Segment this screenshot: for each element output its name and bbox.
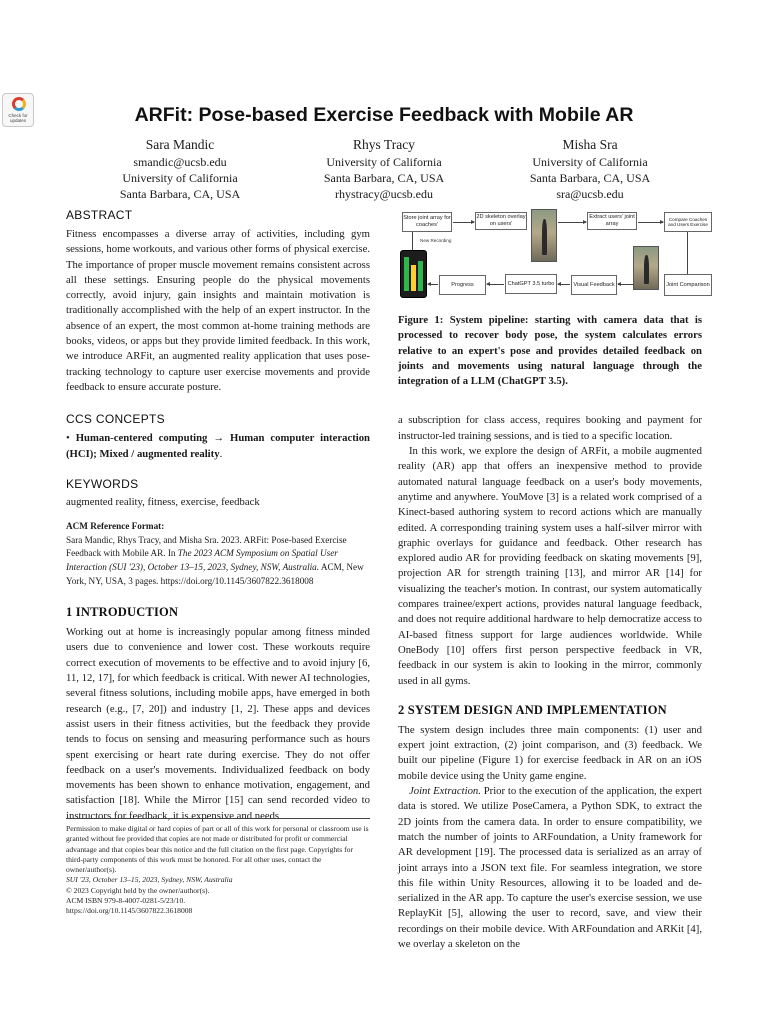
reference-text: Sara Mandic, Rhys Tracy, and Misha Sra. 2023. ARFit: Pose-based Exercise Feedback with Mobile AR. In The 2023 ACM Symposium on Spatial User Interaction (SUI '23), October 13–15, 2023, Sydney, NSW, Australia. ACM, New York, NY, USA, 3 pages. https://doi.org/10.1145/3607822.3618008 [66,534,364,586]
author-block [80,136,280,202]
progress-box: Progress [439,275,486,295]
intro-paragraph: In this work, we explore the design of ARFit, a mobile augmented reality (AR) app that offers an inexpensive method to provide automated natural language feedback on a user's body movements, anytime and anywhere. YouMove [3] is a related work comprised of a Kinect-based authoring system to record actions which are manually edited. A corresponding training system uses a half-silver mirror with graphic overlays for guidance and feedback. Other research has explored audio AR for providing feedback on skating movements [9], projection AR for strength training [13], and mirror AR [14] for visualizing the teacher's motion. In contrast, our system automatically compares trainee/expert actions, provides natural language feedback, and does not require additional hardware to help democratize access to AI-based fitness support for large audiences worldwide. While OneBody [10] offers first person perspective feedback in VR, feedback in our system is akin to looking in the mirror, commonly used in all gyms. [398,445,702,687]
arrow [487,284,504,285]
phone-screenshot [400,250,427,298]
author-affiliation: University of California [122,171,238,185]
intro-text: Working out at home is increasingly popular among fitness minded users due to convenience and lower cost. These workouts require correct execution of movements to be effective and to avoid injury [6, 11, 12, 17], for which feedback is critical. With newer AI technologies, several fitness solutions, including mobile apps, have emerged in both research (e.g., [7, 20]) and industry [1, 2]. These apps and devices assist users in their fitness activities, but the feedback they provide tends to focus on sensing and measuring performance such as hours spent exercising or heart rate during exercise. They do not offer feedback on a user's movements. Individualized feedback on body movements has been shown to enhance motivation, engagement, and satisfaction [18]. While the Mirror [15] can send recorded video to instructors for feedback, it is expensive and needs [66,626,370,822]
left-column [66,208,370,824]
right-column [398,208,710,952]
author-affiliation: University of California [326,155,442,169]
system-heading: 2 SYSTEM DESIGN AND IMPLEMENTATION [398,702,667,717]
intro-continued-text: a subscription for class access, requires booking and payment for instructor-led training sessions, and is tied to a specific location. [398,414,702,442]
intro-heading: 1 INTRODUCTION [66,605,179,620]
keywords-heading: KEYWORDS [66,476,139,491]
joint-extraction-label: Joint Extraction. [409,785,481,798]
connector [687,232,688,274]
author-email: sra@ucsb.edu [556,187,624,201]
ccs-concepts: Human-centered computing → Human computer interaction (HCI); Mixed / augmented reality [66,432,371,460]
joint-comparison-box: Joint Comparison [664,274,712,296]
system-paragraph: The system design includes three main components: (1) user and expert joint extraction, (2) joint comparison, and (3) feedback. We built our pipeline (Figure 1) for exercise feedback in AR on an iOS mobile device using the Unity game engine. [398,723,702,782]
pipeline-figure [398,208,710,304]
extract-box: Extract users' joint array [587,212,637,230]
author-name: Rhys Tracy [353,137,415,152]
author-location: Santa Barbara, CA, USA [529,171,651,185]
new-recording-label: New Recording [420,238,452,243]
paper-title: ARFit: Pose-based Exercise Feedback with Mobile AR [134,104,634,126]
keywords-text: augmented reality, fitness, exercise, feedback [66,495,260,508]
abstract-heading: ABSTRACT [66,208,133,222]
author-location: Santa Barbara, CA, USA [119,187,241,201]
arrow [453,222,474,223]
doi-link[interactable]: https://doi.org/10.1145/3607822.3618008 [66,906,193,916]
user-photo [633,246,659,290]
isbn-line: ACM ISBN 979-8-4007-0281-5/23/10. [66,896,186,906]
chatgpt-box: ChatGPT 3.5 turbo [505,274,557,294]
skeleton-box: 2D skeleton overlay on users' [475,212,527,230]
connector [412,232,413,252]
ccs-text: • Human-centered computing → Human computer interaction (HCI); Mixed / augmented reality. [66,432,371,460]
arrow [618,284,633,285]
author-name: Misha Sra [562,137,618,152]
store-box: Store joint array for coaches' [402,212,452,232]
author-affiliation: University of California [532,155,648,169]
visual-feedback-box: Visual Feedback [571,275,617,295]
author-block [284,136,484,202]
arrow [558,222,586,223]
author-email: smandic@ucsb.edu [133,155,227,169]
venue-line: SUI '23, October 13–15, 2023, Sydney, NSW, Australia [66,875,233,885]
reference-heading: ACM Reference Format: [66,521,165,532]
arrow [638,222,663,223]
permission-text: Permission to make digital or hard copies of part or all of this work for personal or classroom use is granted without fee provided that copies are not made or distributed for profit or commercial advantage and that copies bear this notice and the full citation on the first page. Copyrights for third-party components of this work must be honored. For all other uses, contact the owner/author(s). [66,824,369,875]
joint-extraction-paragraph: Joint Extraction. Prior to the execution of the application, the expert data is stored. We utilize PoseCamera, a Python SDK, to extract the 2D joints from the camera data. In order to ensure compatibility, we match the number of joints to ARFoundation, a Unity framework for AR development [19]. The processed data is serialized as an array of joint arrays into a JSON text file. For seamless integration, we store this file within Unity Resources, allowing it to be loaded and de-serialized in the AR app. To capture the user's exercise session, we use ReplayKit [5], allowing the user to record, save, and view their recordings on their mobile device. With ARFoundation and ARKit [4], we overlay a skeleton on the [398,785,703,950]
arrow [428,284,438,285]
ccs-heading: CCS CONCEPTS [66,412,165,427]
expert-photo [531,209,557,262]
abstract-text: Fitness encompasses a diverse array of activities, including gym sessions, home workouts, and various other forms of physical exercise. The importance of proper muscle movement remains consistent across all these settings. Ensuring people do the physical movements correctly, avoid injury, gain insights and maintain motivation is traditionally accomplished with the help of an expert instructor. In the absence of an expert, the most common at-home training methods are books, videos, or apps but they provide limited feedback. In this work, we introduce ARFit, an augmented reality application that uses pose-tracking technology to capture user exercise movements and provide feedback to ensure accurate posture. [66,228,370,393]
arrow [558,284,570,285]
copyright-line: © 2023 Copyright held by the owner/author(s). [66,885,210,895]
permission-footnote [66,818,370,917]
author-name: Sara Mandic [145,137,215,152]
figure-caption: Figure 1: System pipeline: starting with camera data that is processed to recover body pose, the system calculates errors relative to an expert's pose and provides detailed feedback on joints and movements using natural language through the integration of a LLM (ChatGPT 3.5). [398,314,702,388]
badge-label: Check for updates [8,113,28,123]
author-email: rhystracy@ucsb.edu [334,187,434,201]
author-location: Santa Barbara, CA, USA [323,171,445,185]
author-block [490,136,690,202]
compare-box: Compare Coaches and Users Exercise [664,212,712,232]
